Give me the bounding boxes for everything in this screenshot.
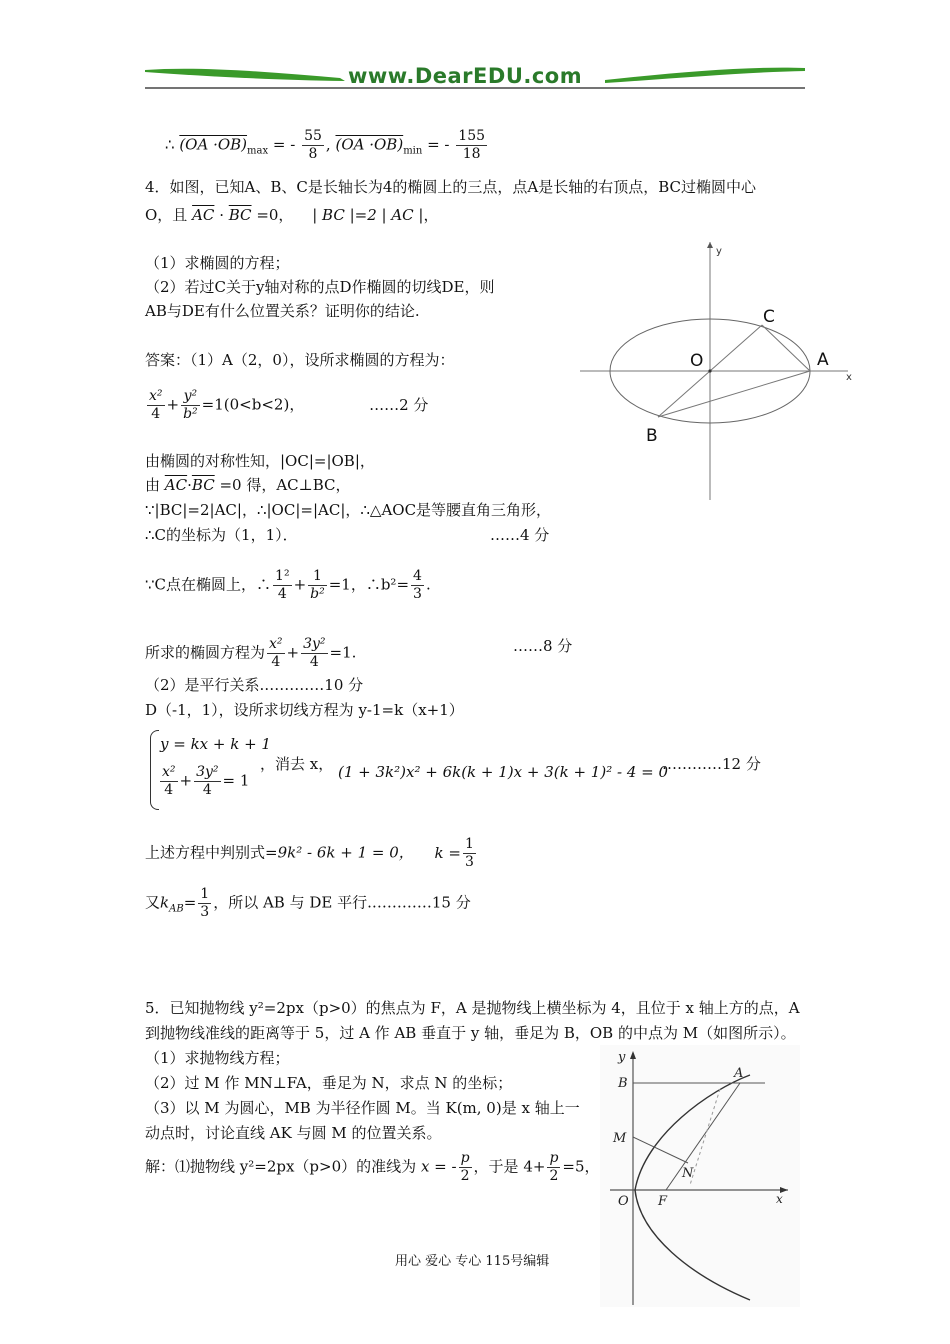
label-a: A	[734, 1066, 744, 1081]
label-y: y	[618, 1050, 626, 1065]
p4-kab: 又$k_{AB}=$ $\frac{1}{3}$ ，所以 AB 与 DE 平行.…………15 分	[145, 886, 471, 920]
p4-disc: 上述方程中判别式=9k² - 6k + 1 = 0， k = $\frac{1}{3}$	[145, 836, 474, 870]
vec-bc: $\overline{BC}$	[228, 206, 252, 224]
elim-text: ，消去 x，	[260, 755, 334, 773]
ellipse-figure	[580, 240, 860, 505]
condition: | BC |=2 | AC |	[312, 206, 424, 224]
p4-perp: 由 $\overline{AC}\cdot\overline{BC} =0$ 得，AC⊥BC，	[145, 476, 351, 494]
therefore-symbol: ∴	[165, 135, 175, 154]
p4-coordC: ∴C的坐标为（1，1）． ……4 分	[145, 526, 550, 544]
max-frac: $\frac{55}{8}$	[304, 128, 322, 162]
p4-result: 所求的椭圆方程为 $\frac{\text{x²}}{4}$ + $\frac{\text{3y²}}{4}$ =1. ……8 分	[145, 636, 573, 670]
p4-sym: 由椭圆的对称性知，|OC|=|OB|，	[145, 452, 375, 470]
logo-text: www.DearEDU.com	[348, 64, 583, 88]
y-arrow-icon	[707, 242, 713, 248]
min-sub: min	[403, 145, 423, 157]
min-frac: $\frac{155}{18}$	[458, 128, 486, 162]
score-2: ……2 分	[369, 395, 429, 414]
system-eq2: $\frac{\text{x²}}{4}$ + $\frac{\text{3y²}}{4}$ = 1	[162, 764, 250, 798]
label-o: O	[690, 351, 704, 371]
right-swoosh	[605, 68, 805, 83]
eq2: = -	[427, 135, 450, 154]
label-y: y	[716, 246, 722, 257]
p5-line1: 5．已知抛物线 y²=2px（p>0）的焦点为 F，A 是抛物线上横坐标为 4，且位于 x 轴上方的点，A	[145, 999, 800, 1017]
p4-q2a: （2）若过C关于y轴对称的点D作椭圆的切线DE，则	[145, 278, 495, 296]
figure-bg	[600, 1045, 800, 1307]
left-swoosh	[145, 69, 345, 81]
label-o: O	[618, 1194, 629, 1209]
eq1: = -	[272, 135, 296, 154]
top-formula: ∴ $(OA \cdot OB)_{max}$ = - $\frac{55}{8}$ , $(OA \cdot OB)_{min}$ = - $\frac{155}{18}$	[165, 128, 486, 162]
label-c: C	[763, 307, 775, 327]
label-a: A	[817, 350, 829, 370]
origin-point	[708, 369, 711, 372]
score-8: ……8 分	[513, 637, 573, 655]
p4-line1: 4．如图，已知A、B、C是长轴长为4的椭圆上的三点，点A是长轴的右顶点，BC过椭圆中心	[145, 178, 757, 196]
quadratic: (1 + 3k²)x² + 6k(k + 1)x + 3(k + 1)² - 4 = 0	[338, 763, 669, 781]
p4-line2: O，且 $\overline{AC} \cdot \overline{BC} =0$， | BC |=2 | AC |，	[145, 206, 439, 224]
footer-text: 用心 爱心 专心 115号编辑	[395, 1254, 550, 1269]
p4-tangent: D（-1，1），设所求切线方程为 y-1=k（x+1）	[145, 701, 464, 719]
p4-part2: （2）是平行关系.…………10 分	[145, 676, 364, 694]
min-expr: (OA ·OB)	[335, 135, 404, 154]
p5-solution: 解：⑴抛物线 y²=2px（p>0）的准线为 x = - $\frac{p}{2}$ ，于是 4+ $\frac{p}{2}$ =5，	[145, 1150, 600, 1184]
p5-line2: 到抛物线准线的距离等于 5，过 A 作 AB 垂直于 y 轴，垂足为 B，OB 的中点为 M（如图所示）。	[145, 1024, 796, 1042]
p5-q3a: （3）以 M 为圆心，MB 为半径作圆 M。当 K(m, 0)是 x 轴上一	[145, 1099, 580, 1117]
p4-oncurve: ∵C点在椭圆上，∴ $\frac{\text{1²}}{4}$ + $\frac{1}{\text{b²}}$ =1，∴b²= $\frac{4}{3}$ .	[145, 568, 431, 602]
label-x: x	[846, 372, 852, 383]
max-sub: max	[247, 145, 269, 157]
score-12: …………12 分	[662, 755, 761, 773]
label-x: x	[776, 1192, 783, 1206]
p4-q1: （1）求椭圆的方程；	[145, 254, 290, 272]
label-f: F	[658, 1194, 668, 1209]
segment-ab	[658, 371, 810, 417]
p5-q2: （2）过 M 作 MN⊥FA，垂足为 N，求点 N 的坐标；	[145, 1074, 513, 1092]
label-m: M	[613, 1131, 627, 1146]
p5-q1: （1）求抛物线方程；	[145, 1049, 290, 1067]
p4-ellipse-eq: $\frac{\text{x²}}{4}$ + $\frac{\text{y²}}{\text{b²}}$ =1(0<b<2)， ……2 分	[149, 388, 429, 422]
label-b: B	[646, 426, 658, 446]
label-n: N	[682, 1166, 694, 1181]
p4-q2b: AB与DE有什么位置关系？证明你的结论.	[145, 302, 420, 320]
vec-ac: $\overline{AC}$	[192, 206, 215, 224]
label-b: B	[618, 1076, 628, 1091]
segment-ca	[762, 325, 810, 371]
parabola-figure	[600, 1045, 800, 1307]
p5-q3b: 动点时，讨论直线 AK 与圆 M 的位置关系。	[145, 1124, 442, 1142]
p4-ans1: 答案：（1）A（2，0），设所求椭圆的方程为：	[145, 351, 455, 369]
score-4: ……4 分	[490, 526, 550, 544]
system-eq1: y = kx + k + 1	[160, 735, 271, 753]
p4-iso: ∵|BC|=2|AC|，∴|OC|=|AC|，∴△AOC是等腰直角三角形，	[145, 501, 552, 519]
max-expr: (OA ·OB)	[179, 135, 248, 154]
